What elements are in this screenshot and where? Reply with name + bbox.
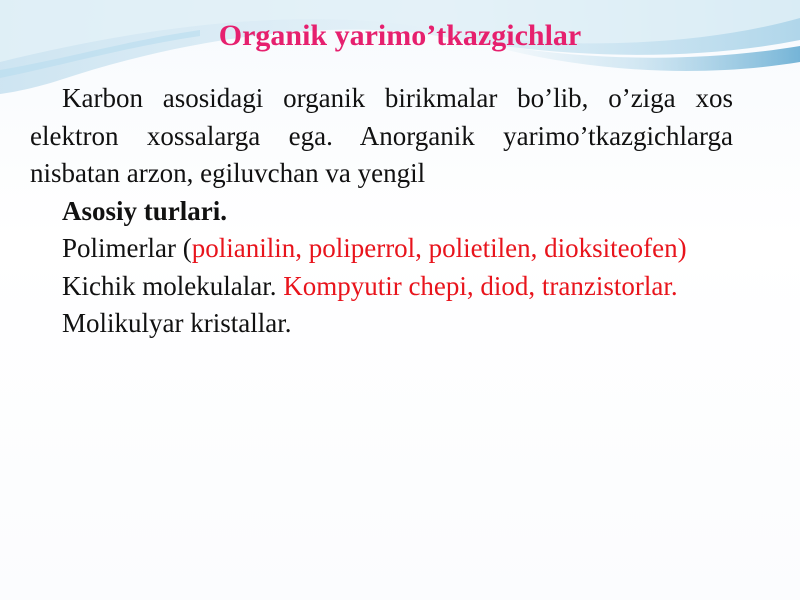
small-molecules-label: Kichik molekulalar. [62,270,277,301]
slide-title: Organik yarimo’tkazgichlar [218,19,582,52]
polymers-examples: polianilin, poliperrol, polietilen, dioksiteofen) [191,233,687,263]
types-heading: Asosiy turlari. [62,195,227,226]
small-molecules-item [30,268,733,306]
small-molecules-examples: Kompyutir chepi, diod, tranzistorlar. [283,270,678,301]
slide-body [30,80,733,343]
polymers-item [30,230,733,268]
molecular-crystals-item: Molikulyar kristallar. [62,308,292,338]
intro-paragraph: Karbon asosidagi organik birikmalar bo’lib, o’ziga xos elektron xossalarga ega. Anorganik yarimo’tkazgichlarga nisbatan arzon, egiluvchan va yengil [30,83,733,188]
polymers-label: Polimerlar ( [62,233,192,263]
